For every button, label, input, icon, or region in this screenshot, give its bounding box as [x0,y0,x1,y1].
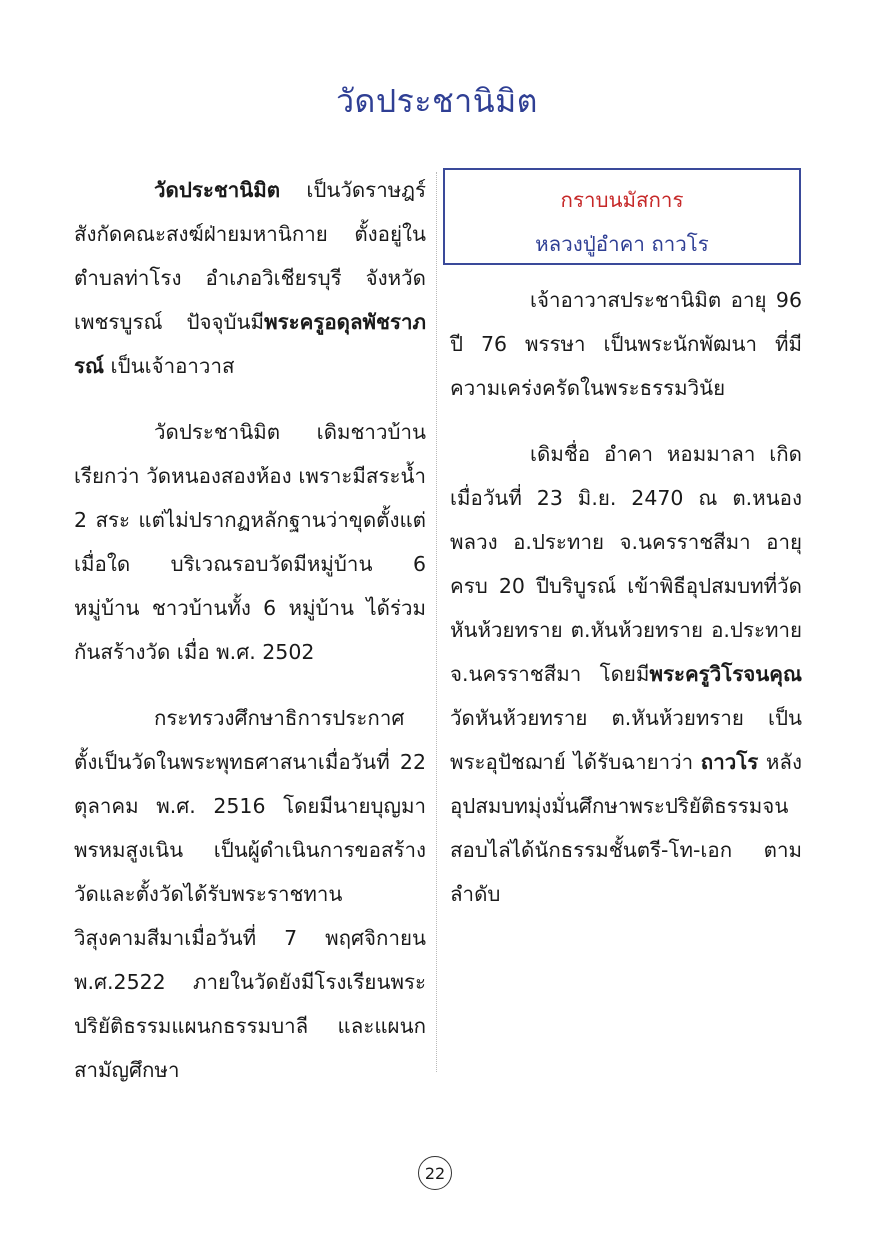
page-number: 22 [418,1156,452,1190]
abbot-title-bold: พระครูอดุลพัชราภรณ์ [74,310,426,378]
biography-text-3: หลังอุปสมบทมุ่งมั่นศึกษาพระปริยัติธรรมจนสอบไล่ได้นักธรรมชั้นตรี-โท-เอก ตามลำดับ [450,750,803,906]
temple-name-bold: วัดประชานิมิต [154,178,281,202]
paragraph-temple-history: วัดประชานิมิต เดิมชาวบ้านเรียกว่า วัดหนองสองห้อง เพราะมีสระน้ำ 2 สระ แต่ไม่ปรากฏหลักฐานว่าขุดตั้งแต่เมื่อใด บริเวณรอบวัดมีหมู่บ้าน 6 หมู่บ้าน ชาวบ้านทั้ง 6 หมู่บ้าน ได้ร่วมกันสร้างวัด เมื่อ พ.ศ. 2502 [74,420,426,664]
paragraph-temple-intro [74,168,426,388]
preceptor-name-bold: พระครูวิโรจนคุณ [649,662,802,686]
monastic-name-bold: ถาวโร [700,750,759,774]
dedication-line-2: หลวงปู่อำคา ถาวโร [535,232,709,256]
paragraph-temple-establishment: กระทรวงศึกษาธิการประกาศตั้งเป็นวัดในพระพุทธศาสนาเมื่อวันที่ 22 ตุลาคม พ.ศ. 2516 โดยมีนายบุญมา พรหมสูงเนิน เป็นผู้ดำเนินการขอสร้างวัดและตั้งวัดได้รับพระราชทานวิสุงคามสีมาเมื่อวันที่ 7 พฤศจิกายน พ.ศ.2522 ภายในวัดยังมีโรงเรียนพระปริยัติธรรมแผนกธรรมบาลี และแผนกสามัญศึกษา [74,706,426,1082]
intro-text-1: เป็นวัดราษฎร์สังกัดคณะสงฆ์ฝ่ายมหานิกาย ตั้งอยู่ในตำบลท่าโรง อำเภอวิเชียรบุรี จังหวัดเพชรบูรณ์ ปัจจุบันมี [74,178,426,334]
biography-text-1: เดิมชื่อ อำคา หอมมาลา เกิดเมื่อวันที่ 23 มิ.ย. 2470 ณ ต.หนองพลวง อ.ประทาย จ.นครราชสีมา อายุครบ 20 ปีบริบูรณ์ เข้าพิธีอุปสมบทที่วัดหันห้วยทราย ต.หันห้วยทราย อ.ประทาย จ.นครราชสีมา โดยมี [450,442,802,686]
page-title: วัดประชานิมิต [336,82,538,120]
paragraph-abbot-biography [450,432,802,916]
dedication-line-1: กราบนมัสการ [560,188,684,212]
column-divider [436,172,437,1072]
right-column [450,278,802,938]
dedication-box [443,168,801,265]
biography-text-2: วัดหันห้วยทราย ต.หันห้วยทราย เป็นพระอุปัชฌาย์ ได้รับฉายาว่า [450,706,802,774]
paragraph-abbot-summary: เจ้าอาวาสประชานิมิต อายุ 96 ปี 76 พรรษา เป็นพระนักพัฒนา ที่มีความเคร่งครัดในพระธรรมวินัย [450,288,802,400]
intro-text-2: เป็นเจ้าอาวาส [104,354,235,378]
left-column [74,168,426,1114]
